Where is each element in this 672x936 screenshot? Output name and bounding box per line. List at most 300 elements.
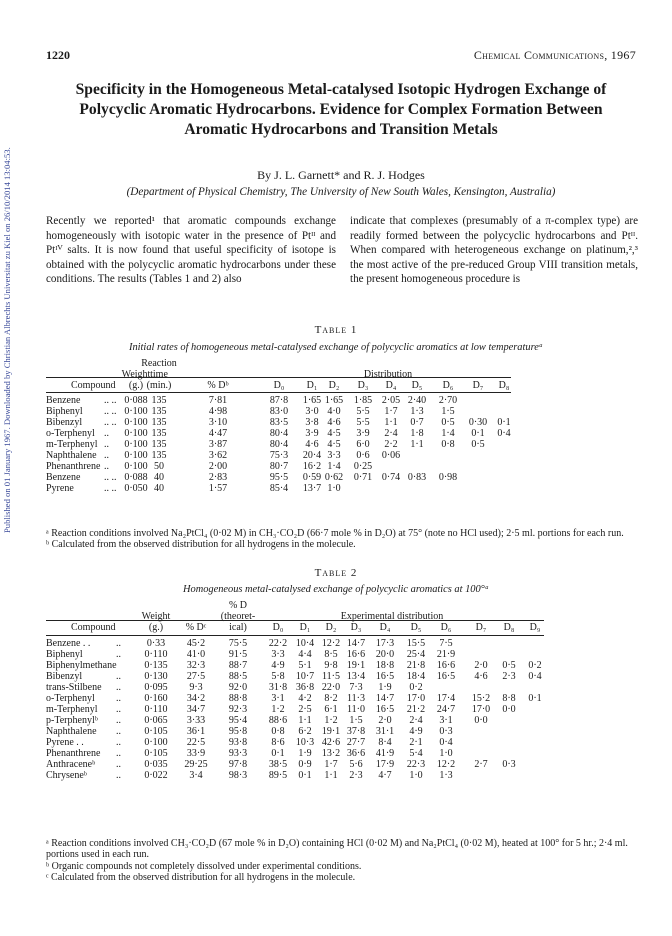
- table2-row-d6: 0·4: [439, 737, 453, 748]
- table2-row-d0: 31·8: [268, 682, 288, 693]
- table2-row-theoretical: 98·3: [228, 770, 248, 781]
- table1-row-d3: 0·71: [353, 472, 373, 483]
- table2-row-d0: 4·9: [271, 660, 285, 671]
- table2-row-d2: 6·1: [324, 704, 338, 715]
- table1-row-d6: 0·5: [441, 417, 455, 428]
- table2-row-weight: 0·160: [144, 693, 168, 704]
- table1-header-d6: D₆: [442, 380, 454, 391]
- table1-header-d2: D₂: [328, 380, 340, 391]
- table1-row-d1: 3·9: [305, 428, 319, 439]
- table2-row-d5: 4·9: [409, 726, 423, 737]
- table2-row-theoretical: 95·4: [228, 715, 248, 726]
- table1-row-d0: 83·0: [269, 406, 289, 417]
- table1-row-d0: 85·4: [269, 483, 289, 494]
- table2-row-d6: 7·5: [439, 638, 453, 649]
- table2-row-pct-d: 34·7: [186, 704, 206, 715]
- table2-header-d4: D₄: [379, 622, 391, 633]
- table1-row-compound: o-Terphenyl: [46, 428, 95, 439]
- table1-row-d2: 3·3: [327, 450, 341, 461]
- table1-row-time: 135: [151, 395, 167, 406]
- table1-row-pct-d: 7·81: [208, 395, 228, 406]
- table1-row-weight: 0·100: [124, 461, 148, 472]
- table1-row-compound: Biphenyl: [46, 406, 83, 417]
- table1-row-d0: 75·3: [269, 450, 289, 461]
- table2-row-compound: Naphthalene: [46, 726, 97, 737]
- table1-row-d1: 13·7: [302, 483, 322, 494]
- table2-row-d3: 5·6: [349, 759, 363, 770]
- table2-row-d4: 20·0: [375, 649, 395, 660]
- table2-row-d5: 2·1: [409, 737, 423, 748]
- table2-row-weight: 0·135: [144, 660, 168, 671]
- table2-row-d0: 0·1: [271, 748, 285, 759]
- table2-row-d0: 3·1: [271, 693, 285, 704]
- table2-row-d1: 10·7: [295, 671, 315, 682]
- table1-row-d2: 4·0: [327, 406, 341, 417]
- table1-header-d4: D₄: [385, 380, 397, 391]
- table2-row-d4: 14·7: [375, 693, 395, 704]
- table1-header-compound: Compound: [71, 380, 116, 391]
- table2-row-d2: 13·2: [321, 748, 341, 759]
- table2-row-d1: 4·2: [298, 693, 312, 704]
- table1-row-d3: 1·85: [353, 395, 373, 406]
- table1-row-d3: 3·9: [356, 428, 370, 439]
- table2-header-d0: D₀: [272, 622, 284, 633]
- table2-row-weight: 0·022: [144, 770, 168, 781]
- table2-footnote: ᶜ Calculated from the observed distribution for all hydrogens in the molecule.: [46, 872, 356, 884]
- table2-row-d6: 21·9: [436, 649, 456, 660]
- table2-row-pct-d: 32·3: [186, 660, 206, 671]
- table1-row-compound: Naphthalene: [46, 450, 97, 461]
- table2-header-d9: D₉: [529, 622, 541, 633]
- table1-row-d6: 1·4: [441, 428, 455, 439]
- table2-footnote: ᵇ Organic compounds not completely dissolved under experimental conditions.: [46, 860, 362, 872]
- table2-row-theoretical: 93·8: [228, 737, 248, 748]
- table1-row-compound: Pyrene: [46, 483, 74, 494]
- table1-row-compound: m-Terphenyl: [46, 439, 98, 450]
- table2-row-theoretical: 88·7: [228, 660, 248, 671]
- table2-row-d1: 6·2: [298, 726, 312, 737]
- table2-row-d2: 1·7: [324, 759, 338, 770]
- table2-row-dots: ..: [116, 682, 121, 693]
- table2-row-d5: 17·0: [406, 693, 426, 704]
- table1-row-d6: 1·5: [441, 406, 455, 417]
- table1-row-d1: 3·0: [305, 406, 319, 417]
- table2-row-weight: 0·100: [144, 737, 168, 748]
- table2-row-d6: 0·3: [439, 726, 453, 737]
- table1-row-d4: 2·05: [381, 395, 401, 406]
- table1-row-time: 135: [151, 417, 167, 428]
- table1-notes: [46, 528, 646, 551]
- table2-row-d3: 7·3: [349, 682, 363, 693]
- table2-row-pct-d: 9·3: [189, 682, 203, 693]
- table1-row-d4: 0·06: [381, 450, 401, 461]
- table2-row-d0: 0·8: [271, 726, 285, 737]
- table2-row-d1: 5·1: [298, 660, 312, 671]
- table1-row-d5: 0·7: [410, 417, 424, 428]
- table1-row-d1: 20·4: [302, 450, 322, 461]
- table1-header-d8: D₈: [498, 380, 510, 391]
- table1-row-d1: 16·2: [302, 461, 322, 472]
- table2-row-d6: 1·3: [439, 770, 453, 781]
- table1-row-d2: 4·5: [327, 428, 341, 439]
- table1-row-weight: 0·088: [124, 395, 148, 406]
- table2-row-d5: 18·4: [406, 671, 426, 682]
- table2-row-d8: 0·0: [502, 704, 516, 715]
- table2-row-d0: 5·8: [271, 671, 285, 682]
- table1-row-d5: 1·1: [410, 439, 424, 450]
- table2-row-weight: 0·33: [146, 638, 166, 649]
- table2-row-d2: 8·2: [324, 693, 338, 704]
- table2-row-pct-d: 27·5: [186, 671, 206, 682]
- table1-row-d7: 0·1: [471, 428, 485, 439]
- table2-row-d3: 11·3: [347, 693, 365, 704]
- table2-row-theoretical: 88·5: [228, 671, 248, 682]
- table2-header-d3: D₃: [350, 622, 362, 633]
- table1-row-time: 135: [151, 428, 167, 439]
- table2-row-d2: 12·2: [321, 638, 341, 649]
- table2-row-d2: 19·1: [321, 726, 341, 737]
- table2-row-dots: ..: [116, 770, 121, 781]
- table2-row-d5: 1·0: [409, 770, 423, 781]
- table1-body-rule: [46, 392, 511, 393]
- table2-header-d1: D₁: [299, 622, 311, 633]
- table2-header-d6: D₆: [440, 622, 452, 633]
- page-number: 1220: [46, 48, 70, 62]
- table2-row-d0: 3·3: [271, 649, 285, 660]
- table1-row-d4: 2·2: [384, 439, 398, 450]
- table2-row-d8: 0·5: [502, 660, 516, 671]
- table2-subtitle: Homogeneous metal-catalysed exchange of polycyclic aromatics at 100°ᵃ: [183, 584, 489, 595]
- table2-header-d2: D₂: [325, 622, 337, 633]
- table2-row-dots: ..: [116, 693, 121, 704]
- table2-row-pct-d: 29·25: [184, 759, 208, 770]
- table1-row-d0: 80·4: [269, 428, 289, 439]
- table1-row-d3: 5·5: [356, 417, 370, 428]
- table2-row-d3: 1·5: [349, 715, 363, 726]
- table2-row-d7: 17·0: [471, 704, 491, 715]
- table1-row-weight: 0·050: [124, 483, 148, 494]
- table2-row-d4: 16·5: [375, 704, 395, 715]
- journal-name: Chemical Communications, 1967: [473, 48, 636, 62]
- table1-header-d3: D₃: [357, 380, 369, 391]
- table2-header-theoretical: (theoret-: [220, 611, 256, 622]
- table1-row-weight: 0·088: [124, 472, 148, 483]
- table1-row-d4: 1·1: [384, 417, 398, 428]
- table1-header-d0: D₀: [273, 380, 285, 391]
- table1-header-time: (min.): [146, 380, 172, 391]
- table2-row-d1: 0·9: [298, 759, 312, 770]
- table1-header-time: Reaction: [141, 358, 177, 369]
- table1-row-dots: ..: [104, 428, 109, 439]
- table1-header-weight-unit: (g.): [128, 380, 144, 391]
- table2-row-d0: 88·6: [268, 715, 288, 726]
- table2-row-theoretical: 88·8: [228, 693, 248, 704]
- table1-row-d4: 0·74: [381, 472, 401, 483]
- table2-row-d4: 31·1: [375, 726, 395, 737]
- table2-row-d6: 12·2: [436, 759, 456, 770]
- table2-row-d8: 8·8: [502, 693, 516, 704]
- table1-row-d0: 87·8: [269, 395, 289, 406]
- table2-row-d5: 2·4: [409, 715, 423, 726]
- article-title: Specificity in the Homogeneous Metal-catalysed Isotopic Hydrogen Exchange of Polycyclic Aromatic Hydrocarbons. Evidence for Complex Formation Between Aromatic Hydrocarbons and Transition Metals: [75, 81, 607, 138]
- table1-row-dots: ..: [104, 461, 109, 472]
- page-header: [46, 48, 636, 64]
- table1-row-time: 135: [151, 450, 167, 461]
- table2-row-weight: 0·035: [144, 759, 168, 770]
- table2-row-compound: p-Terphenylᵇ: [46, 715, 98, 726]
- table2-row-d3: 13·4: [346, 671, 366, 682]
- table2-row-theoretical: 92·3: [228, 704, 248, 715]
- table2-row-weight: 0·105: [144, 748, 168, 759]
- table2-row-pct-d: 34·2: [186, 693, 206, 704]
- table1-row-d0: 80·7: [269, 461, 289, 472]
- table2-row-d2: 8·5: [324, 649, 338, 660]
- table2-row-d5: 25·4: [406, 649, 426, 660]
- table2-row-d3: 19·1: [346, 660, 366, 671]
- table1-row-d4: 2·4: [384, 428, 398, 439]
- table2-row-dots: ..: [116, 671, 121, 682]
- table1-row-dots: .. ..: [104, 417, 117, 428]
- table2-row-d4: 16·5: [375, 671, 395, 682]
- table2-row-d4: 18·8: [375, 660, 395, 671]
- table2-row-d2: 11·5: [322, 671, 340, 682]
- table2-header-d8: D₈: [503, 622, 515, 633]
- table2-row-theoretical: 95·8: [228, 726, 248, 737]
- table1-row-d8: 0·1: [497, 417, 511, 428]
- table2-row-d4: 17·3: [375, 638, 395, 649]
- table2-row-d1: 2·5: [298, 704, 312, 715]
- table1-header-d5: D₅: [411, 380, 423, 391]
- table1-row-d6: 0·8: [441, 439, 455, 450]
- table2-distribution-rule: [322, 620, 472, 621]
- table2-row-d1: 10·4: [295, 638, 315, 649]
- table1-row-d2: 1·0: [327, 483, 341, 494]
- table1-row-d5: 1·8: [410, 428, 424, 439]
- table1-row-d4: 1·7: [384, 406, 398, 417]
- table2-header-d7: D₇: [475, 622, 487, 633]
- table2-row-dots: ..: [116, 748, 121, 759]
- table2-row-d3: 14·7: [346, 638, 366, 649]
- table1-row-d2: 4·6: [327, 417, 341, 428]
- table1-row-pct-d: 4·98: [208, 406, 228, 417]
- table1-header-d7: D₇: [472, 380, 484, 391]
- table2-row-weight: 0·105: [144, 726, 168, 737]
- table2-row-d7: 15·2: [471, 693, 491, 704]
- table1: [46, 358, 646, 528]
- table2-row-d0: 89·5: [268, 770, 288, 781]
- table1-header-d1: D₁: [306, 380, 318, 391]
- table1-row-d2: 4·5: [327, 439, 341, 450]
- table2-row-d5: 22·3: [406, 759, 426, 770]
- table2-row-compound: Pyrene . .: [46, 737, 84, 748]
- table1-row-pct-d: 2·00: [208, 461, 228, 472]
- table2-row-d5: 0·2: [409, 682, 423, 693]
- table2-row-compound: Biphenylmethane: [46, 660, 117, 671]
- table2-row-weight: 0·065: [144, 715, 168, 726]
- table2-row-d0: 38·5: [268, 759, 288, 770]
- table1-row-d3: 0·6: [356, 450, 370, 461]
- table1-row-d2: 0·62: [324, 472, 344, 483]
- table2-footnote: ᵃ Reaction conditions involved CH₃·CO₂D (67 mole % in D₂O) containing HCl (0·02 M) and Na₂PtCl₄ (0·02 M), heated at 100° for 5 hr.; 2·4 ml. portions used in each run.: [46, 838, 628, 861]
- table2-row-d4: 4·7: [378, 770, 392, 781]
- table1-row-pct-d: 3·10: [208, 417, 228, 428]
- table1-row-d5: 2·40: [407, 395, 427, 406]
- table1-row-dots: .. ..: [104, 395, 117, 406]
- table2-row-pct-d: 45·2: [186, 638, 206, 649]
- table1-row-pct-d: 4·47: [208, 428, 228, 439]
- table2-row-d5: 15·5: [406, 638, 426, 649]
- table2-row-compound: Biphenyl: [46, 649, 83, 660]
- download-provenance-note: Published on 01 January 1967. Downloaded by Christian Albrechts Universitat zu Kiel on 26/10/2014 13:04:53.: [2, 147, 12, 533]
- table1-row-weight: 0·100: [124, 450, 148, 461]
- table2-row-pct-d: 41·0: [186, 649, 206, 660]
- table2-row-d3: 16·6: [346, 649, 366, 660]
- table2-row-d1: 10·3: [295, 737, 315, 748]
- table2-row-dots: ..: [116, 737, 121, 748]
- body-text-left-column: Recently we reported¹ that aromatic compounds exchange homogeneously with isotopic water in the presence of Ptᴵᴵ and Ptᴵⱽ salts. It is now found that useful specificity of isotope is obtained with the polycyclic aromatic hydrocarbons under these conditions. The results (Tables 1 and 2) also: [46, 215, 336, 286]
- author-affiliation: (Department of Physical Chemistry, The University of New South Wales, Kensington, Australia): [126, 186, 556, 198]
- table2-row-d6: 1·0: [439, 748, 453, 759]
- table2-row-weight: 0·095: [144, 682, 168, 693]
- table1-row-time: 50: [154, 461, 164, 472]
- table1-row-d6: 0·98: [438, 472, 458, 483]
- table1-header-time: time: [150, 369, 168, 380]
- table1-row-d1: 0·59: [302, 472, 322, 483]
- table1-row-weight: 0·100: [124, 428, 148, 439]
- table1-row-compound: Benzene: [46, 472, 81, 483]
- table1-row-pct-d: 2·83: [208, 472, 228, 483]
- table2-row-weight: 0·110: [144, 704, 168, 715]
- table1-row-time: 135: [151, 439, 167, 450]
- table2-row-dots: ..: [116, 649, 121, 660]
- table1-row-time: 40: [154, 483, 164, 494]
- table2-row-d2: 9·8: [324, 660, 338, 671]
- table2-row-pct-d: 33·9: [186, 748, 206, 759]
- table2-row-d6: 16·6: [436, 660, 456, 671]
- table2-row-d6: 16·5: [436, 671, 456, 682]
- table2-row-d4: 2·0: [378, 715, 392, 726]
- table1-row-pct-d: 3·62: [208, 450, 228, 461]
- table2-row-dots: ..: [116, 704, 121, 715]
- table2-row-d9: 0·4: [528, 671, 542, 682]
- table2-header-distribution: Experimental distribution: [340, 611, 444, 622]
- table2-row-d6: 3·1: [439, 715, 453, 726]
- table2-row-compound: Phenanthrene: [46, 748, 101, 759]
- table1-row-time: 40: [154, 472, 164, 483]
- table2-row-theoretical: 91·5: [228, 649, 248, 660]
- table1-row-d3: 6·0: [356, 439, 370, 450]
- table2-notes: [46, 838, 646, 884]
- table2-header-theoretical: % D: [228, 600, 248, 611]
- table1-row-weight: 0·100: [124, 439, 148, 450]
- table2-row-pct-d: 36·1: [186, 726, 206, 737]
- table2-row-pct-d: 22·5: [186, 737, 206, 748]
- body-text-right-column: indicate that complexes (presumably of a π-complex type) are readily formed between the polycyclic hydrocarbons and Ptᴵᴵ. When compared with heterogeneous exchange on platinum,²,³ the most active of the pre-reduced Group VIII transition metals, the present homogeneous procedure is: [350, 215, 638, 286]
- table1-row-d0: 83·5: [269, 417, 289, 428]
- table1-row-d2: 1·65: [324, 395, 344, 406]
- table2: [46, 600, 646, 840]
- table2-row-dots: ..: [116, 638, 121, 649]
- table2-row-theoretical: 92·0: [228, 682, 248, 693]
- table1-row-d1: 4·6: [305, 439, 319, 450]
- table2-row-d6: 24·7: [436, 704, 456, 715]
- table2-row-d4: 1·9: [378, 682, 392, 693]
- article-authors: By J. L. Garnett* and R. J. Hodges: [257, 168, 425, 182]
- table2-row-d3: 37·8: [346, 726, 366, 737]
- table2-row-weight: 0·130: [144, 671, 168, 682]
- table2-row-d5: 21·2: [406, 704, 426, 715]
- table2-row-d9: 0·1: [528, 693, 542, 704]
- table1-row-pct-d: 3·87: [208, 439, 228, 450]
- table1-row-d3: 0·25: [353, 461, 373, 472]
- table2-row-d7: 4·6: [474, 671, 488, 682]
- table1-row-d1: 1·65: [302, 395, 322, 406]
- table2-row-d4: 41·9: [375, 748, 395, 759]
- table2-row-d1: 1·1: [298, 715, 312, 726]
- table2-row-weight: 0·110: [144, 649, 168, 660]
- table2-row-d4: 17·9: [375, 759, 395, 770]
- table1-row-dots: .. ..: [104, 406, 117, 417]
- table2-row-dots: ..: [116, 759, 121, 770]
- table1-caption: Table 1: [314, 324, 358, 336]
- table1-row-dots: .. ..: [104, 483, 117, 494]
- table2-row-d4: 8·4: [378, 737, 392, 748]
- table2-row-d7: 2·0: [474, 660, 488, 671]
- table2-row-theoretical: 75·5: [228, 638, 248, 649]
- table1-row-dots: .. ..: [104, 472, 117, 483]
- table2-row-compound: Bibenzyl: [46, 671, 83, 682]
- table1-row-compound: Phenanthrene: [46, 461, 101, 472]
- table2-row-pct-d: 3·33: [186, 715, 206, 726]
- table2-row-d5: 5·4: [409, 748, 423, 759]
- table1-row-d7: 0·30: [468, 417, 488, 428]
- table1-header-pct-d: % Dᵇ: [207, 380, 229, 391]
- table1-row-weight: 0·100: [124, 417, 148, 428]
- table1-row-d7: 0·5: [471, 439, 485, 450]
- table1-row-time: 135: [151, 406, 167, 417]
- table2-row-d9: 0·2: [528, 660, 542, 671]
- table1-distribution-rule: [322, 377, 497, 378]
- table2-body-rule: [46, 635, 544, 636]
- table2-row-dots: ..: [116, 726, 121, 737]
- table1-row-compound: Bibenzyl: [46, 417, 83, 428]
- table1-footnote: ᵃ Reaction conditions involved Na₂PtCl₄ (0·02 M) in CH₃·CO₂D (66·7 mole % in D₂O) at 75° (note no HCl used); 2·5 ml. portions for each run.: [46, 528, 624, 539]
- table2-row-compound: trans-Stilbene: [46, 682, 102, 693]
- table2-row-d1: 4·4: [298, 649, 312, 660]
- table1-row-d8: 0·4: [497, 428, 511, 439]
- table1-row-d3: 5·5: [356, 406, 370, 417]
- table2-caption: Table 2: [314, 567, 358, 579]
- table1-row-compound: Benzene: [46, 395, 81, 406]
- table1-footnote: ᵇ Calculated from the observed distribution for all hydrogens in the molecule.: [46, 539, 356, 551]
- table2-row-d1: 0·1: [298, 770, 312, 781]
- table2-row-d2: 1·2: [324, 715, 338, 726]
- table1-row-d2: 1·4: [327, 461, 341, 472]
- table2-row-d7: 0·0: [474, 715, 488, 726]
- table1-header-weight: Weight: [121, 369, 151, 380]
- table2-row-d2: 42·6: [321, 737, 341, 748]
- table2-row-d7: 2·7: [474, 759, 488, 770]
- table1-row-d0: 95·5: [269, 472, 289, 483]
- table2-row-theoretical: 93·3: [228, 748, 248, 759]
- table2-row-d3: 27·7: [346, 737, 366, 748]
- table2-row-d8: 0·3: [502, 759, 516, 770]
- table2-row-d8: 2·3: [502, 671, 516, 682]
- table1-row-d6: 2·70: [438, 395, 458, 406]
- table2-row-d3: 2·3: [349, 770, 363, 781]
- table2-row-compound: Anthraceneᵇ: [46, 759, 96, 770]
- table1-subtitle: Initial rates of homogeneous metal-catalysed exchange of polycyclic aromatics at low temperatureᵃ: [129, 342, 543, 353]
